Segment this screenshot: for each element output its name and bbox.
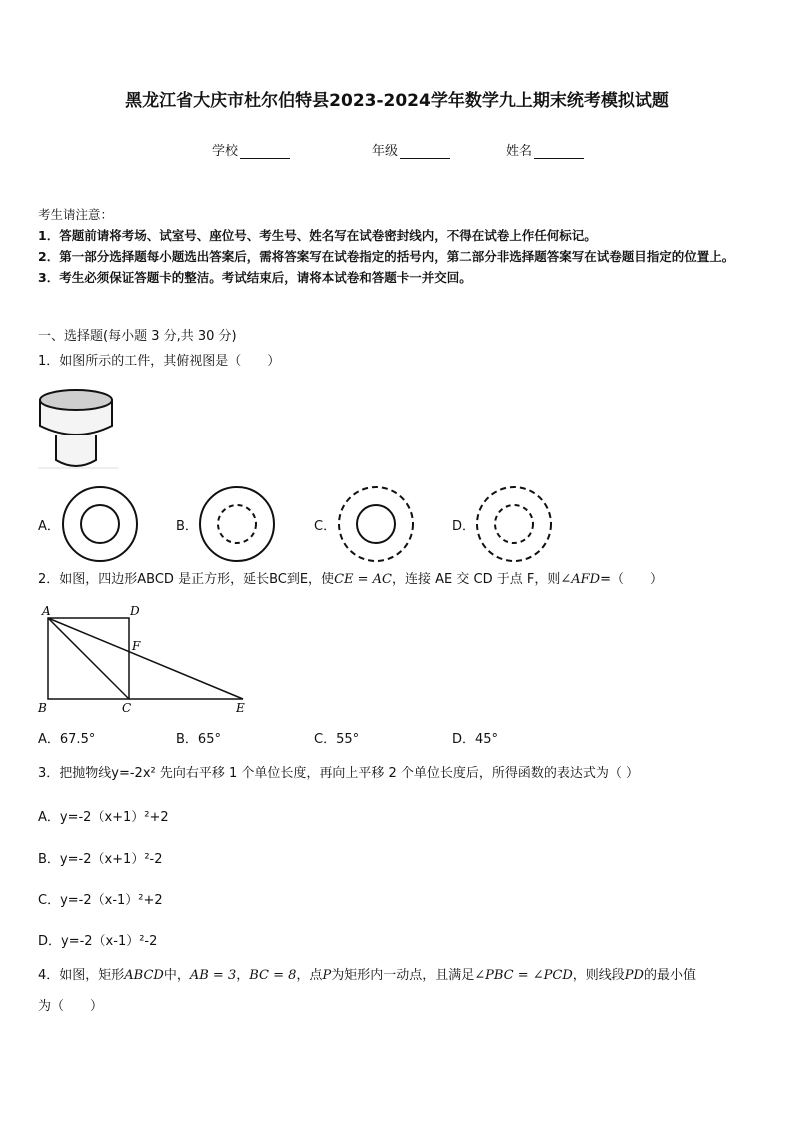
- notice-item-2: 2．第一部分选择题每小题选出答案后，需将答案写在试卷指定的括号内，第二部分非选择题答案写在试卷题目指定的位置上。: [38, 249, 735, 264]
- notice-section: [38, 204, 763, 288]
- question-4-text: [38, 966, 763, 986]
- q3-option-a[interactable]: A．y=-2（x+1）²+2: [38, 810, 169, 825]
- q4-text-3: ，: [236, 968, 250, 983]
- q4-math-ab: AB = 3: [189, 968, 237, 983]
- q2-text-part-3: =（ ）: [600, 572, 663, 587]
- q3-option-c[interactable]: C．y=-2（x-1）²+2: [38, 893, 163, 908]
- q1-option-c-figure[interactable]: [336, 484, 416, 564]
- q4-text-5: 为矩形内一动点，且满足: [331, 968, 475, 983]
- name-field[interactable]: [506, 140, 584, 159]
- question-4-line-2: 为（ ）: [38, 999, 104, 1014]
- q4-math-angle: ∠PBC = ∠PCD: [474, 968, 573, 983]
- workpiece-figure: [38, 388, 118, 470]
- q4-text-6: ，则线段: [572, 968, 625, 983]
- q1-option-a-figure[interactable]: [60, 484, 140, 564]
- name-label: 姓名: [506, 144, 533, 159]
- q4-math-p: P: [322, 968, 332, 983]
- q1-option-d-label[interactable]: D．: [452, 519, 476, 534]
- q2-option-c[interactable]: C．55°: [314, 732, 360, 747]
- point-label-c: C: [122, 701, 132, 715]
- question-1-text: 1．如图所示的工件，其俯视图是（ ）: [38, 354, 281, 369]
- q2-text-part-1: 2．如图，四边形ABCD 是正方形，延长BC到E，使: [38, 572, 335, 587]
- point-label-e: E: [236, 701, 245, 715]
- q2-option-d[interactable]: D．45°: [452, 732, 499, 747]
- q2-math-angle: ∠AFD: [560, 572, 601, 587]
- notice-item-1: 1．答题前请将考场、试室号、座位号、考生号、姓名写在试卷密封线内，不得在试卷上作任何标记。: [38, 228, 597, 243]
- point-label-a: A: [42, 604, 51, 618]
- grade-blank[interactable]: [400, 146, 450, 159]
- page-title: 黑龙江省大庆市杜尔伯特县2023-2024学年数学九上期末统考模拟试题: [125, 91, 669, 111]
- q2-option-b[interactable]: B．65°: [176, 732, 221, 747]
- q4-math-bc: BC = 8: [249, 968, 297, 983]
- square-figure: [38, 604, 258, 714]
- point-label-b: B: [38, 701, 47, 715]
- q4-text-4: ，点: [296, 968, 323, 983]
- q4-text-7: 的最小值: [643, 968, 696, 983]
- grade-label: 年级: [372, 144, 399, 159]
- q2-option-a[interactable]: A．67.5°: [38, 732, 96, 747]
- q3-option-d[interactable]: D．y=-2（x-1）²-2: [38, 934, 158, 949]
- point-label-f: F: [132, 639, 141, 653]
- school-field[interactable]: [212, 140, 290, 159]
- q1-option-d-figure[interactable]: [474, 484, 554, 564]
- question-2-text: [38, 570, 763, 590]
- school-blank[interactable]: [240, 146, 290, 159]
- name-blank[interactable]: [534, 146, 584, 159]
- notice-heading: 考生请注意：: [38, 207, 114, 222]
- point-label-d: D: [130, 604, 140, 618]
- q1-option-c-label[interactable]: C．: [314, 519, 337, 534]
- question-3-text: 3．把抛物线y=-2x² 先向右平移 1 个单位长度，再向上平移 2 个单位长度后，所得函数的表达式为（ ）: [38, 766, 640, 781]
- q4-text-2: 中，: [163, 968, 190, 983]
- q2-math-ce-ac: CE = AC: [334, 572, 392, 587]
- q4-math-abcd: ABCD: [124, 968, 164, 983]
- q1-option-b-label[interactable]: B．: [176, 519, 198, 534]
- school-label: 学校: [212, 144, 239, 159]
- notice-item-3: 3．考生必须保证答题卡的整洁。考试结束后，请将本试卷和答题卡一并交回。: [38, 270, 472, 285]
- q2-text-part-2: ，连接 AE 交 CD 于点 F，则: [392, 572, 561, 587]
- section-heading: 一、选择题(每小题 3 分,共 30 分): [38, 329, 237, 344]
- q3-option-b[interactable]: B．y=-2（x+1）²-2: [38, 852, 163, 867]
- q1-option-a-label[interactable]: A．: [38, 519, 60, 534]
- q1-option-b-figure[interactable]: [197, 484, 277, 564]
- grade-field[interactable]: [372, 140, 450, 159]
- q4-math-pd: PD: [624, 968, 644, 983]
- q4-text-1: 4．如图，矩形: [38, 968, 125, 983]
